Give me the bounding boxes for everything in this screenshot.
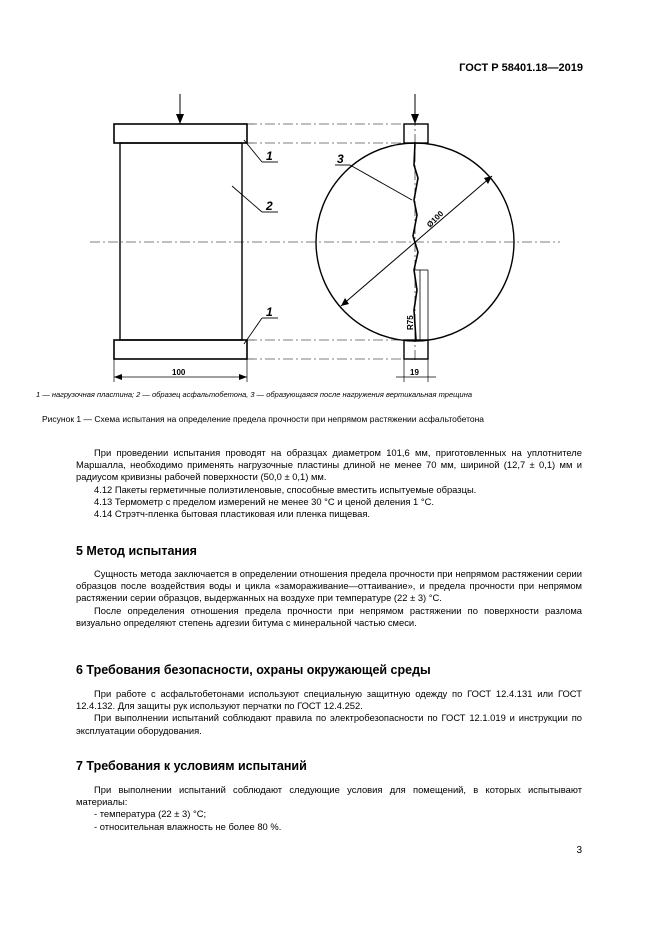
section-7-title: 7 Требования к условиям испытаний [76,759,307,773]
paragraph: 4.13 Термометр с пределом измерений не менее 30 °С и ценой деления 1 °С. [94,495,434,507]
section-7-body [76,784,582,833]
dimension-thickness-label: 19 [410,368,419,377]
section-5-title: 5 Метод испытания [76,544,197,558]
page-number: 3 [576,845,582,856]
paragraph: При выполнении испытаний соблюдают правила по электробезопасности по ГОСТ 12.1.019 и инструкции по эксплуатации оборудования. [76,712,582,736]
section-5-body [76,568,582,629]
label-1-bottom: 1 [266,305,273,319]
paragraph: После определения отношения предела прочности при непрямом растяжении по поверхности разлома визуально определяют степень адгезии битума с минеральной частью смеси. [76,604,582,628]
paragraph: 4.14 Стрэтч-пленка бытовая пластиковая или пленка пищевая. [94,508,371,520]
paragraph: При выполнении испытаний соблюдают следующие условия для помещений, в которых испытывают материалы: [76,784,582,808]
top-plate-end-view [404,124,428,143]
section-6-body [76,688,582,737]
vertical-crack [413,143,418,340]
document-id: ГОСТ Р 58401.18—2019 [459,62,583,74]
figure-caption: Рисунок 1 — Схема испытания на определение предела прочности при непрямом растяжении асфальтобетона [42,414,485,424]
dimension-width-label: 100 [172,368,186,377]
bottom-loading-plate [114,340,247,359]
paragraph: При работе с асфальтобетонами используют специальную защитную одежду по ГОСТ 12.4.131 или ГОСТ 12.4.132. Для защиты рук используют перчатки по ГОСТ 12.4.252. [76,688,582,712]
leader-3 [350,165,412,200]
asphalt-sample-side [120,143,242,340]
test-scheme-figure [0,0,661,400]
intro-block [76,447,582,520]
leader-2 [232,186,262,212]
paragraph: Сущность метода заключается в определении отношения предела прочности при непрямом растяжении серии образцов после воздействия воды и цикла «замораживание—оттаивание», и предела прочности при непрямом растяжении серии образцов, выдержанных на воздухе при температуре (22 ± 3) °С. [76,568,582,604]
list-item: - относительная влажность не более 80 %. [94,820,282,832]
load-arrowhead-left [176,114,184,124]
paragraph: При проведении испытания проводят на образцах диаметром 101,6 мм, приготовленных на уплотнителе Маршалла, необходимо применять нагрузочные пластины длиной не менее 70 мм, шириной (12,7 ± 0,1) мм и радиусом кривизны рабочей поверхности (50,0 ± 0,1) мм. [76,447,582,483]
figure-legend: 1 — нагрузочная пластина; 2 — образец асфальтобетона, 3 — образующаяся после нагружения вертикальная трещина [36,390,472,399]
label-2: 2 [266,199,273,213]
top-loading-plate [114,124,247,143]
bottom-plate-end-view [404,340,428,359]
section-6-title: 6 Требования безопасности, охраны окружающей среды [76,663,431,677]
label-3: 3 [337,152,344,166]
label-1-top: 1 [266,149,273,163]
radius-label: R75 [406,315,415,330]
paragraph: 4.12 Пакеты герметичные полиэтиленовые, способные вместить испытуемые образцы. [94,483,477,495]
list-item: - температура (22 ± 3) °С; [94,808,207,820]
diameter-label: Ø100 [425,209,446,230]
